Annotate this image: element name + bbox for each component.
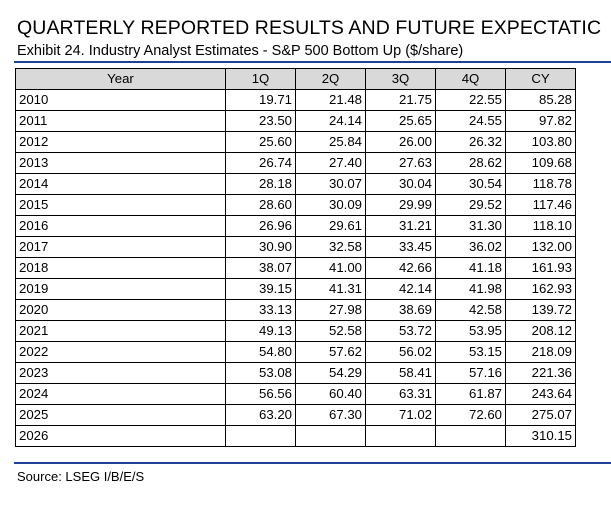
table-cell-cy: 97.82 (506, 111, 576, 132)
table-cell-4q: 41.98 (436, 279, 506, 300)
table-cell-1q: 53.08 (226, 363, 296, 384)
table-cell-year: 2013 (16, 153, 226, 174)
table-row (16, 90, 576, 111)
table-cell-cy: 85.28 (506, 90, 576, 111)
table-cell-year: 2020 (16, 300, 226, 321)
table-cell-cy: 161.93 (506, 258, 576, 279)
table-cell-4q: 53.95 (436, 321, 506, 342)
table-cell-4q: 61.87 (436, 384, 506, 405)
table-cell-cy: 109.68 (506, 153, 576, 174)
column-header-1q: 1Q (226, 69, 296, 90)
table-cell-4q: 42.58 (436, 300, 506, 321)
table-cell-3q: 25.65 (366, 111, 436, 132)
table-cell-2q: 60.40 (296, 384, 366, 405)
table-row (16, 405, 576, 426)
table-cell-1q: 63.20 (226, 405, 296, 426)
source-note: Source: LSEG I/B/E/S (17, 469, 145, 484)
table-row (16, 258, 576, 279)
table-row (16, 111, 576, 132)
table-cell-4q: 29.52 (436, 195, 506, 216)
table-cell-cy: 117.46 (506, 195, 576, 216)
table-cell-cy: 221.36 (506, 363, 576, 384)
table-row (16, 153, 576, 174)
top-divider (14, 61, 611, 63)
table-row (16, 279, 576, 300)
table-row (16, 132, 576, 153)
table-cell-1q: 49.13 (226, 321, 296, 342)
table-cell-3q: 33.45 (366, 237, 436, 258)
table-cell-4q: 24.55 (436, 111, 506, 132)
table-cell-3q: 21.75 (366, 90, 436, 111)
table-cell-2q: 21.48 (296, 90, 366, 111)
table-cell-year: 2018 (16, 258, 226, 279)
table-row (16, 426, 576, 447)
table-cell-4q: 31.30 (436, 216, 506, 237)
table-cell-2q: 30.09 (296, 195, 366, 216)
table-cell-cy: 118.78 (506, 174, 576, 195)
table-cell-4q: 41.18 (436, 258, 506, 279)
estimates-table (15, 68, 576, 447)
table-cell-2q: 41.31 (296, 279, 366, 300)
table-cell-3q: 42.66 (366, 258, 436, 279)
table-cell-1q: 39.15 (226, 279, 296, 300)
table-row (16, 384, 576, 405)
table-cell-year: 2016 (16, 216, 226, 237)
table-cell-2q: 27.98 (296, 300, 366, 321)
table-cell-cy: 139.72 (506, 300, 576, 321)
table-cell-3q: 26.00 (366, 132, 436, 153)
table-cell-3q: 38.69 (366, 300, 436, 321)
table-cell-1q: 33.13 (226, 300, 296, 321)
table-cell-1q: 54.80 (226, 342, 296, 363)
table-cell-4q: 28.62 (436, 153, 506, 174)
table-cell-1q: 26.74 (226, 153, 296, 174)
table-cell-4q: 53.15 (436, 342, 506, 363)
table-cell-year: 2024 (16, 384, 226, 405)
table-cell-1q: 56.56 (226, 384, 296, 405)
table-cell-1q: 30.90 (226, 237, 296, 258)
table-cell-4q: 57.16 (436, 363, 506, 384)
table-row (16, 342, 576, 363)
table-cell-year: 2022 (16, 342, 226, 363)
table-cell-3q: 30.04 (366, 174, 436, 195)
table-cell-3q (366, 426, 436, 447)
table-cell-2q: 52.58 (296, 321, 366, 342)
table-cell-3q: 56.02 (366, 342, 436, 363)
table-cell-year: 2023 (16, 363, 226, 384)
table-cell-1q: 28.60 (226, 195, 296, 216)
table-cell-year: 2010 (16, 90, 226, 111)
table-cell-2q (296, 426, 366, 447)
table-cell-2q: 67.30 (296, 405, 366, 426)
table-header-row (16, 69, 576, 90)
table-cell-2q: 24.14 (296, 111, 366, 132)
column-header-cy: CY (506, 69, 576, 90)
table-row (16, 300, 576, 321)
table-cell-3q: 31.21 (366, 216, 436, 237)
table-cell-year: 2017 (16, 237, 226, 258)
table-cell-2q: 41.00 (296, 258, 366, 279)
column-header-4q: 4Q (436, 69, 506, 90)
table-cell-1q: 28.18 (226, 174, 296, 195)
table-row (16, 216, 576, 237)
table-row (16, 363, 576, 384)
table-cell-cy: 275.07 (506, 405, 576, 426)
table-cell-3q: 63.31 (366, 384, 436, 405)
table-cell-year: 2015 (16, 195, 226, 216)
table-cell-4q: 26.32 (436, 132, 506, 153)
table-cell-cy: 208.12 (506, 321, 576, 342)
table-cell-year: 2019 (16, 279, 226, 300)
table-cell-2q: 29.61 (296, 216, 366, 237)
table-cell-1q: 23.50 (226, 111, 296, 132)
table-row (16, 237, 576, 258)
table-cell-cy: 103.80 (506, 132, 576, 153)
table-cell-cy: 218.09 (506, 342, 576, 363)
table-cell-year: 2014 (16, 174, 226, 195)
table-cell-1q: 19.71 (226, 90, 296, 111)
table-cell-1q (226, 426, 296, 447)
table-cell-year: 2011 (16, 111, 226, 132)
table-cell-4q: 30.54 (436, 174, 506, 195)
table-cell-3q: 71.02 (366, 405, 436, 426)
table-row (16, 174, 576, 195)
table-cell-cy: 118.10 (506, 216, 576, 237)
table-cell-3q: 53.72 (366, 321, 436, 342)
table-row (16, 195, 576, 216)
table-cell-2q: 54.29 (296, 363, 366, 384)
table-cell-1q: 25.60 (226, 132, 296, 153)
table-cell-4q: 22.55 (436, 90, 506, 111)
table-cell-4q: 36.02 (436, 237, 506, 258)
table-cell-2q: 27.40 (296, 153, 366, 174)
bottom-divider (14, 462, 611, 464)
page-title: QUARTERLY REPORTED RESULTS AND FUTURE EXPECTATIC (17, 17, 602, 39)
table-cell-year: 2012 (16, 132, 226, 153)
table-cell-year: 2026 (16, 426, 226, 447)
table-cell-1q: 38.07 (226, 258, 296, 279)
table-cell-2q: 32.58 (296, 237, 366, 258)
table-cell-1q: 26.96 (226, 216, 296, 237)
table-cell-4q (436, 426, 506, 447)
table-cell-2q: 57.62 (296, 342, 366, 363)
table-row (16, 321, 576, 342)
column-header-2q: 2Q (296, 69, 366, 90)
table-cell-cy: 162.93 (506, 279, 576, 300)
exhibit-subtitle: Exhibit 24. Industry Analyst Estimates - S&P 500 Bottom Up ($/share) (17, 43, 464, 59)
table-cell-cy: 310.15 (506, 426, 576, 447)
column-header-3q: 3Q (366, 69, 436, 90)
table-cell-3q: 42.14 (366, 279, 436, 300)
table-cell-2q: 25.84 (296, 132, 366, 153)
table-cell-2q: 30.07 (296, 174, 366, 195)
table-cell-3q: 29.99 (366, 195, 436, 216)
table-cell-4q: 72.60 (436, 405, 506, 426)
table-cell-cy: 132.00 (506, 237, 576, 258)
table-cell-3q: 27.63 (366, 153, 436, 174)
table-cell-year: 2021 (16, 321, 226, 342)
table-cell-cy: 243.64 (506, 384, 576, 405)
table-cell-3q: 58.41 (366, 363, 436, 384)
table-cell-year: 2025 (16, 405, 226, 426)
column-header-year: Year (16, 69, 226, 90)
